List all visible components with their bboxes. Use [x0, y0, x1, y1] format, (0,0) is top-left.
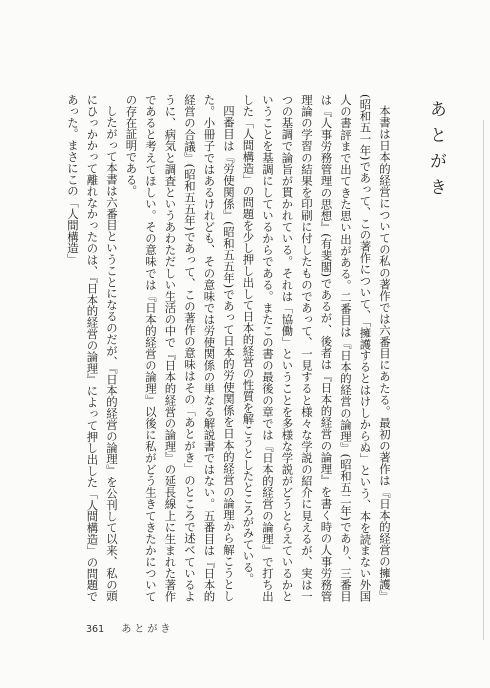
running-head: あとがき	[121, 624, 174, 635]
page-number: 361	[86, 624, 105, 635]
page-footer	[86, 620, 173, 635]
body-text	[63, 94, 395, 602]
paragraph: 四番目は『労使関係』(昭和五五年)であって日本的労使関係を日本的経営の論理から解こうとした。小冊子ではあるけれども、その意味では労使関係の単なる解説書ではない。五番目は『日本的経営の合議』(昭和五五年)であって、この著作の意味はその「あとがき」のところで述べているように、病気と調査というあわただしい生活の中で『日本的経営の論理』の延長線上に生まれた著作であると考えてほしい。その意味では『日本的経営の論理』以後に私がどう生きてきたかについての存在証明である。	[124, 94, 236, 602]
page-edge-shadow	[483, 120, 484, 640]
paragraph: したがって本書は六番目ということになるのだが、『日本的経営の論理』を公刊して以来、私の頭にひっかかって離れなかったのは、『日本的経営の論理』によって押し出した「人間構造」の問題であった。まさにこの「人間構造」	[66, 94, 119, 602]
chapter-title: あとがき	[426, 100, 446, 204]
paragraph: 本書は日本的経営についての私の著作では六番目にあたる。最初の著作は『日本的経営の擁護』(昭和五一年)であって、この著作について、「擁護するとはけしからぬ」という、本を読まない外国人の書評まで出てきた思い出がある。二番目は『日本的経営の論理』(昭和五二年)であり、三番目は『人事労務管理の思想』(有斐閣)であるが、後者は『日本的経営の論理』を書く時の人事労務管理論の学習の結果を印刷に付したものであって、一見すると様々な学説の紹介に見えるが、実は一つの基調で論旨が貫かれている。それは「協働」ということを多様な学説がどうとらえているかということを基調にしているからである。またこの書の最後の章では『日本的経営の論理』で打ち出した「人間構造」の問題を少し押し出して日本的経営の性質を解こうとしたところがみている。	[241, 94, 392, 602]
